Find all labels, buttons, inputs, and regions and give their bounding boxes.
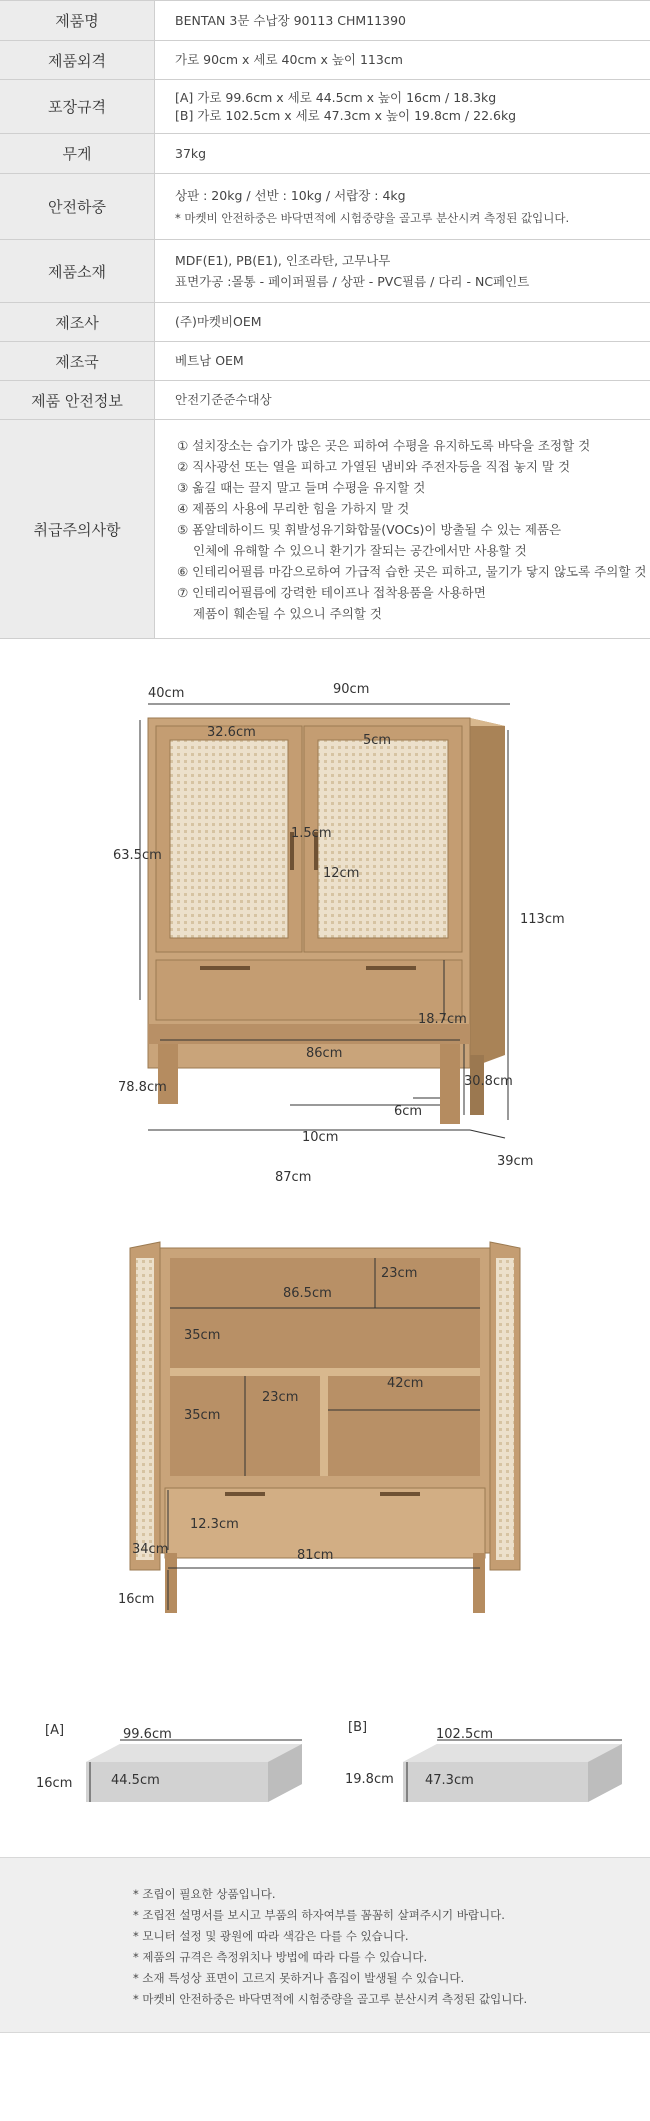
dim-shelf-width: 42cm	[387, 1376, 424, 1391]
spec-value	[155, 41, 650, 79]
spec-row-load	[0, 174, 650, 240]
spec-row-weight	[0, 134, 650, 174]
dim-door-inner-1: 35cm	[184, 1328, 221, 1343]
spec-label: 제품 안전정보	[0, 381, 155, 419]
care-line: ④ 제품의 사용에 무리한 힘을 가하지 말 것	[177, 500, 410, 516]
spec-row-package	[0, 80, 650, 134]
dim-depth: 40cm	[148, 686, 185, 701]
spec-row-safety	[0, 381, 650, 420]
dim-drawer-height: 18.7cm	[418, 1012, 467, 1027]
care-line: 인체에 유해할 수 있으니 환기가 잘되는 공간에서만 사용할 것	[193, 542, 527, 558]
spec-label: 제조사	[0, 303, 155, 341]
care-line: ⑤ 폼알데하이드 및 휘발성유기화합물(VOCs)이 방출될 수 있는 제품은	[177, 521, 562, 537]
spec-value	[155, 1, 650, 40]
spec-line: [B] 가로 102.5cm x 세로 47.3cm x 높이 19.8cm / 22.6kg	[175, 107, 517, 123]
spec-row-maker	[0, 303, 650, 342]
spec-label: 안전하중	[0, 174, 155, 239]
spec-value	[155, 80, 650, 133]
notice-list	[133, 1884, 527, 2010]
spec-row-size	[0, 41, 650, 80]
notice-item: * 조립전 설명서를 보시고 부품의 하자여부를 꼼꼼히 살펴주시기 바랍니다.	[133, 1908, 505, 1922]
dim-height: 113cm	[520, 912, 565, 927]
dim-body-height: 78.8cm	[118, 1080, 167, 1095]
spec-label: 제조국	[0, 342, 155, 380]
dim-leg-height: 30.8cm	[464, 1074, 513, 1089]
package-drawing	[0, 1700, 650, 1840]
spec-line: 안전기준준수대상	[175, 392, 272, 407]
spec-line: 표면가공 :몰통 - 페이퍼필름 / 상판 - PVC필름 / 다리 - NC페인트	[175, 274, 530, 289]
spec-label: 포장규격	[0, 80, 155, 133]
spec-row-care	[0, 420, 650, 639]
open-dimension-drawing	[0, 1230, 650, 1650]
spec-label: 제품명	[0, 1, 155, 40]
spec-row-country	[0, 342, 650, 381]
dim-bottom-width: 87cm	[275, 1170, 312, 1185]
spec-label: 제품소재	[0, 240, 155, 302]
care-line: 제품이 훼손될 수 있으니 주의할 것	[193, 605, 382, 621]
notice-item: * 마켓비 안전하중은 바닥면적에 시험중량을 골고루 분산시켜 측정된 값입니다.	[133, 1992, 528, 2006]
spec-line: BENTAN 3문 수납장 90113 CHM11390	[175, 12, 406, 28]
spec-label: 무게	[0, 134, 155, 173]
spec-line: MDF(E1), PB(E1), 인조라탄, 고무나무	[175, 253, 391, 268]
spec-value	[155, 240, 650, 302]
spec-line: * 마켓비 안전하중은 바닥면적에 시험중량을 골고루 분산시켜 측정된 값입니다.	[175, 210, 570, 225]
box-a-height: 16cm	[36, 1776, 73, 1791]
spec-value	[155, 381, 650, 419]
spec-label: 제품외격	[0, 41, 155, 79]
box-b-height: 19.8cm	[345, 1772, 394, 1787]
dim-bottom-depth: 39cm	[497, 1154, 534, 1169]
dim-open-leg-height: 16cm	[118, 1592, 155, 1607]
spec-row-name	[0, 1, 650, 41]
spec-line: 37kg	[175, 145, 207, 161]
box-b-tag: [B]	[348, 1720, 368, 1735]
dim-door-inner-2: 35cm	[184, 1408, 221, 1423]
box-a-tag: [A]	[45, 1723, 65, 1738]
dim-door-gap: 5cm	[363, 733, 392, 748]
care-line: ⑥ 인테리어필름 마감으로하여 가급적 습한 곳은 피하고, 물기가 닿지 않도록 주의할 것	[177, 563, 647, 579]
dim-inner-width: 86.5cm	[283, 1286, 332, 1301]
notice-item: * 조립이 필요한 상품입니다.	[133, 1887, 276, 1901]
spec-table	[0, 0, 650, 639]
care-line: ② 직사광선 또는 열을 피하고 가열된 냄비와 주전자등을 직접 놓지 말 것	[177, 458, 571, 474]
dim-width: 90cm	[333, 682, 370, 697]
care-line: ③ 옮길 때는 끌지 말고 들며 수평을 유지할 것	[177, 479, 426, 495]
dim-drawer-width: 86cm	[306, 1046, 343, 1061]
dim-drawer-inner-width: 81cm	[297, 1548, 334, 1563]
spec-value	[155, 303, 650, 341]
spec-line: (주)마켓비OEM	[175, 314, 262, 329]
dim-shelf-height: 23cm	[262, 1390, 299, 1405]
dim-leg-width: 10cm	[302, 1130, 339, 1145]
spec-line: 상판 : 20kg / 선반 : 10kg / 서랍장 : 4kg	[175, 187, 406, 203]
dim-drawer-depth: 34cm	[132, 1542, 169, 1557]
dim-handle-gap: 1.5cm	[291, 826, 332, 841]
spec-value	[155, 342, 650, 380]
dim-leg-gap: 6cm	[394, 1104, 423, 1119]
dim-door-height: 63.5cm	[113, 848, 162, 863]
dim-top-height: 23cm	[381, 1266, 418, 1281]
spec-label: 취급주의사항	[0, 420, 155, 638]
box-a-width: 99.6cm	[123, 1727, 172, 1742]
spec-value	[155, 174, 650, 239]
notice-item: * 모니터 설정 및 광원에 따라 색감은 다를 수 있습니다.	[133, 1929, 409, 1943]
spec-row-material	[0, 240, 650, 303]
dim-drawer-inner-height: 12.3cm	[190, 1517, 239, 1532]
spec-line: [A] 가로 99.6cm x 세로 44.5cm x 높이 16cm / 18.3kg	[175, 89, 497, 105]
care-line: ⑦ 인테리어필름에 강력한 테이프나 접착용품을 사용하면	[177, 584, 486, 600]
spec-line: 베트남 OEM	[175, 353, 244, 368]
notice-box	[0, 1857, 650, 2033]
box-b-depth: 47.3cm	[425, 1773, 474, 1788]
spec-value	[155, 420, 650, 638]
spec-value	[155, 134, 650, 173]
dim-handle-length: 12cm	[323, 866, 360, 881]
front-dimension-drawing	[0, 660, 650, 1220]
box-b-width: 102.5cm	[436, 1727, 494, 1742]
care-line: ① 설치장소는 습기가 많은 곳은 피하여 수평을 유지하도록 바닥을 조정할 것	[177, 437, 591, 453]
dim-door-width: 32.6cm	[207, 725, 256, 740]
spec-line: 가로 90cm x 세로 40cm x 높이 113cm	[175, 52, 403, 67]
notice-item: * 소재 특성상 표면이 고르지 못하거나 흠집이 발생될 수 있습니다.	[133, 1971, 465, 1985]
package-boxes-illustration	[0, 1700, 650, 1840]
notice-item: * 제품의 규격은 측정위치나 방법에 따라 다를 수 있습니다.	[133, 1950, 428, 1964]
box-a-depth: 44.5cm	[111, 1773, 160, 1788]
